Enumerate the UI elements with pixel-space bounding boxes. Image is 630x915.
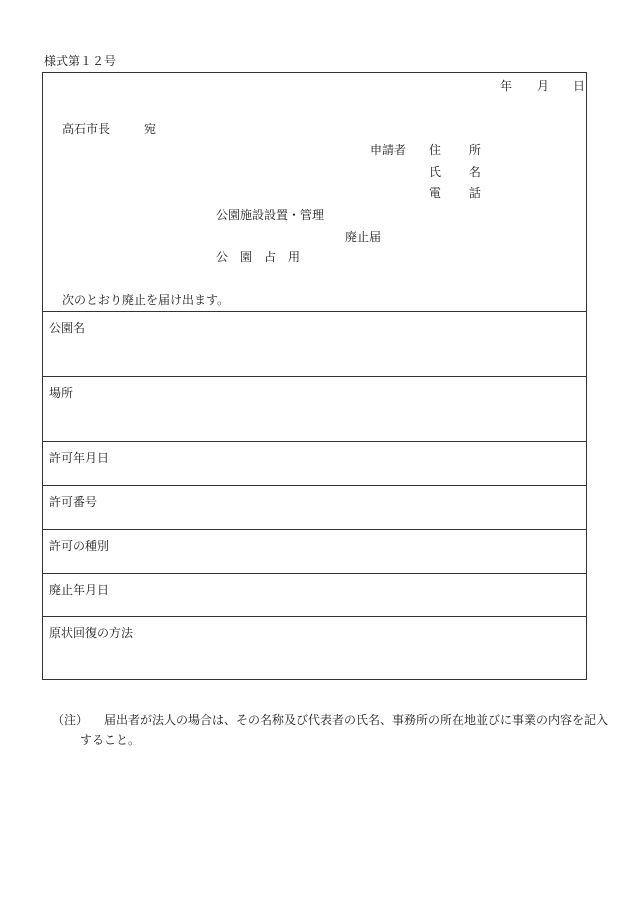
field-row-permit-date: [43, 441, 586, 486]
field-row-park-name: [43, 311, 586, 377]
intro-text: 次のとおり廃止を届け出ます。: [62, 293, 230, 307]
title-line1: 公園施設設置・管理: [216, 208, 325, 222]
applicant-address-label: 住 所: [429, 143, 493, 157]
form-number: 様式第１２号: [44, 54, 117, 68]
field-row-permit-number: [43, 485, 586, 530]
note: [52, 710, 608, 730]
field-row-abolition-date: [43, 573, 586, 617]
addressee-honorific: 宛: [144, 122, 157, 136]
field-label: 場所: [49, 386, 74, 400]
field-row-location: [43, 376, 586, 442]
field-label: 許可年月日: [49, 451, 110, 465]
applicant-label: 申請者: [370, 143, 407, 157]
note-text-line1: 届出者が法人の場合は、その名称及び代表者の氏名、事務所の所在地並びに事業の内容を記入: [104, 713, 609, 727]
form-box: [42, 72, 587, 680]
date-day: 日: [573, 79, 586, 93]
field-label: 許可の種別: [49, 539, 110, 553]
note-marker: （注）: [52, 713, 89, 727]
field-label: 廃止年月日: [49, 583, 110, 597]
note-continuation: すること。: [80, 733, 141, 747]
field-label: 公園名: [49, 321, 86, 335]
field-row-restoration-method: [43, 616, 586, 680]
field-label: 原状回復の方法: [49, 626, 134, 640]
title-line3: 公園占用: [216, 250, 313, 264]
addressee-name: 高石市長: [62, 122, 111, 136]
applicant-phone-label: 電 話: [429, 186, 493, 200]
field-row-permit-type: [43, 529, 586, 574]
date-month: 月: [537, 79, 550, 93]
applicant-name-label: 氏 名: [429, 165, 493, 179]
title-main: 廃止届: [345, 230, 382, 244]
field-label: 許可番号: [49, 495, 98, 509]
date-year: 年: [500, 79, 513, 93]
